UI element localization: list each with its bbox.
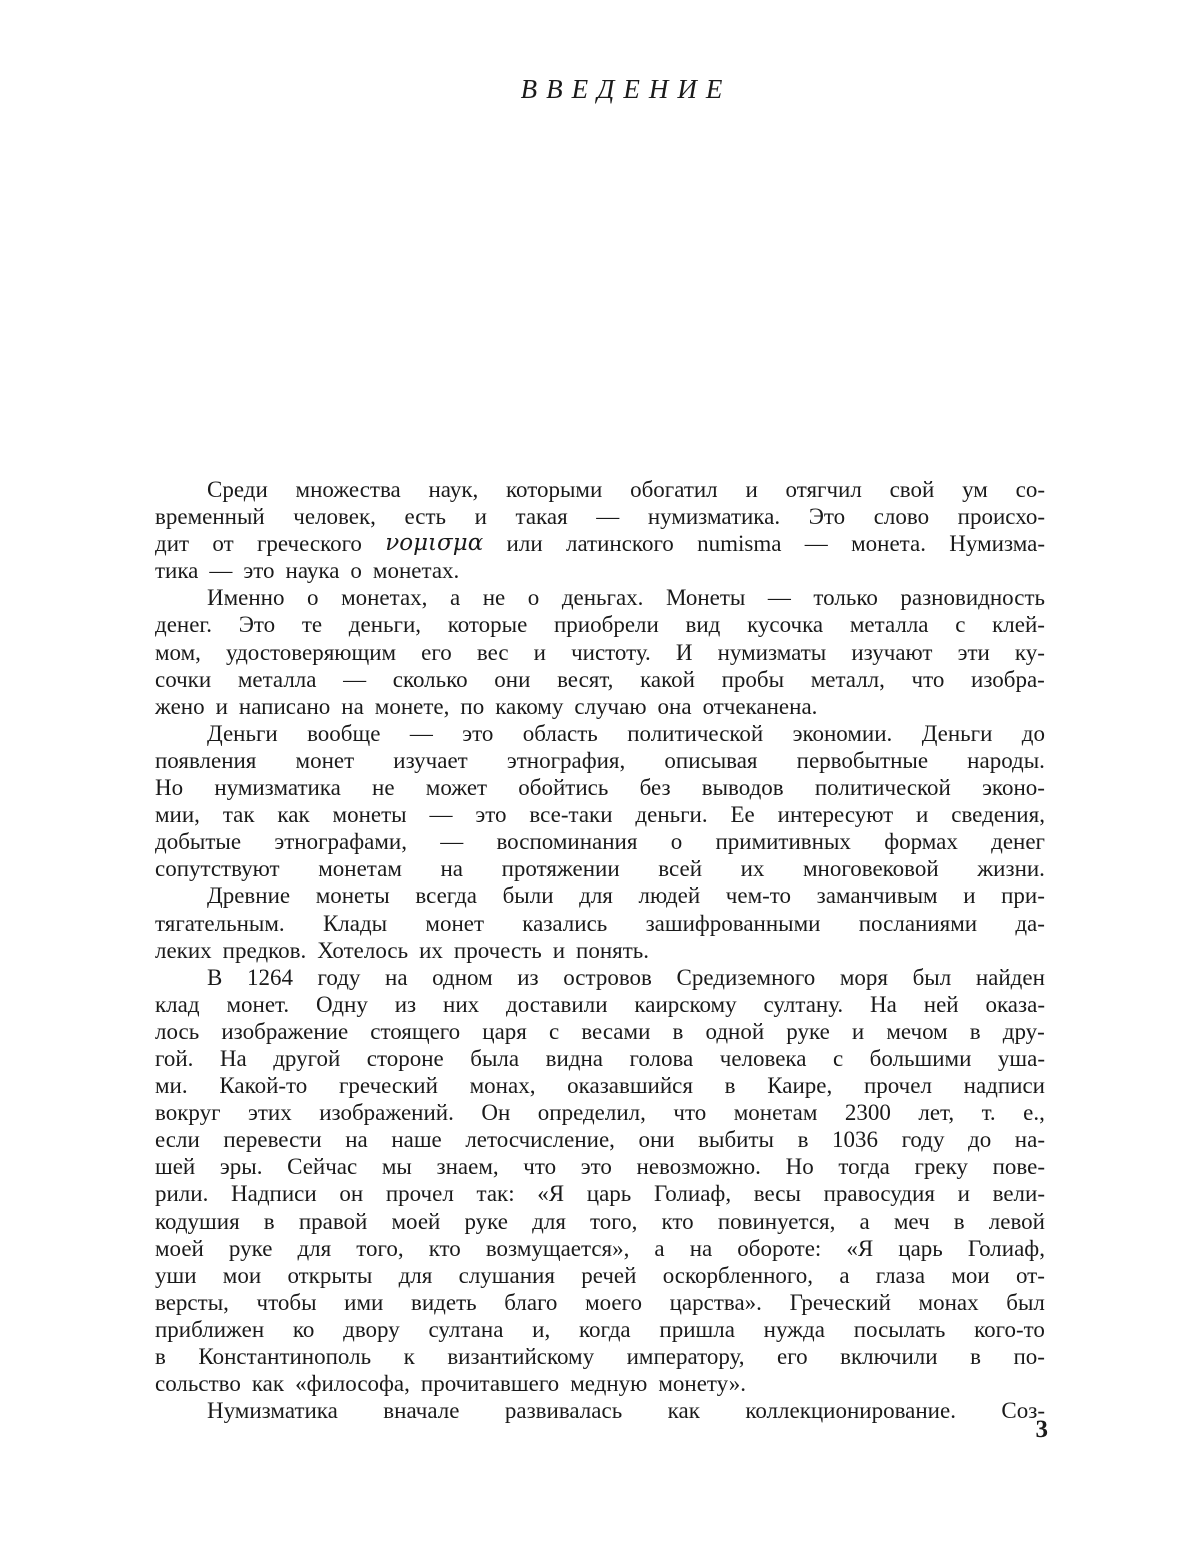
text-line: сольство как «философа, прочитавшего медную монету».: [155, 1370, 1045, 1397]
text-line: клад монет. Одну из них доставили каирскому султану. На ней оказа-: [155, 991, 1045, 1018]
text-line: кодушия в правой моей руке для того, кто повинуется, а меч в левой: [155, 1208, 1045, 1235]
book-page: [0, 0, 1200, 1549]
text-line: появления монет изучает этнография, описывая первобытные народы.: [155, 747, 1045, 774]
text-line: уши мои открыты для слушания речей оскорбленного, а глаза мои от-: [155, 1262, 1045, 1289]
text-line: тягательным. Клады монет казались зашифрованными посланиями да-: [155, 910, 1045, 937]
text-line: добытые этнографами, — воспоминания о примитивных формах денег: [155, 828, 1045, 855]
text-line: Нумизматика вначале развивалась как коллекционирование. Соз-: [155, 1397, 1045, 1424]
text-line: Древние монеты всегда были для людей чем-то заманчивым и при-: [155, 882, 1045, 909]
text-line: ми. Какой-то греческий монах, оказавшийся в Каире, прочел надписи: [155, 1072, 1045, 1099]
text-line: сопутствуют монетам на протяжении всей их многовековой жизни.: [155, 855, 1045, 882]
text-line: временный человек, есть и такая — нумизматика. Это слово происхо-: [155, 503, 1045, 530]
page-number: 3: [1020, 1416, 1048, 1444]
text-line: Но нумизматика не может обойтись без выводов политической эконо-: [155, 774, 1045, 801]
text-line: гой. На другой стороне была видна голова человека с большими уша-: [155, 1045, 1045, 1072]
text-line: дит от греческого νομισμα или латинского numisma — монета. Нумизма-: [155, 530, 1045, 557]
text-line: вокруг этих изображений. Он определил, что монетам 2300 лет, т. е.,: [155, 1099, 1045, 1126]
text-line: Деньги вообще — это область политической экономии. Деньги до: [155, 720, 1045, 747]
text-line: лось изображение стоящего царя с весами в одной руке и мечом в дру-: [155, 1018, 1045, 1045]
text-line: рили. Надписи он прочел так: «Я царь Голиаф, весы правосудия и вели-: [155, 1180, 1045, 1207]
text-line: Именно о монетах, а не о деньгах. Монеты — только разновидность: [155, 584, 1045, 611]
text-line: В 1264 году на одном из островов Средиземного моря был найден: [155, 964, 1045, 991]
text-line: моей руке для того, кто возмущается», а на обороте: «Я царь Голиаф,: [155, 1235, 1045, 1262]
text-line: в Константинополь к византийскому императору, его включили в по-: [155, 1343, 1045, 1370]
text-line: жено и написано на монете, по какому случаю она отчеканена.: [155, 693, 1045, 720]
text-line: если перевести на наше летосчисление, они выбиты в 1036 году до на-: [155, 1126, 1045, 1153]
text-line: версты, чтобы ими видеть благо моего царства». Греческий монах был: [155, 1289, 1045, 1316]
text-line: леких предков. Хотелось их прочесть и понять.: [155, 937, 1045, 964]
text-line: денег. Это те деньги, которые приобрели вид кусочка металла с клей-: [155, 611, 1045, 638]
text-line: Среди множества наук, которыми обогатил и отягчил свой ум со-: [155, 476, 1045, 503]
text-line: тика — это наука о монетах.: [155, 557, 1045, 584]
text-line: шей эры. Сейчас мы знаем, что это невозможно. Но тогда греку пове-: [155, 1153, 1045, 1180]
text-line: мии, так как монеты — это все-таки деньги. Ее интересуют и сведения,: [155, 801, 1045, 828]
body-text: [155, 476, 1045, 1424]
text-line: сочки металла — сколько они весят, какой пробы металл, что изобра-: [155, 666, 1045, 693]
chapter-heading: ВВЕДЕНИЕ: [0, 74, 1200, 105]
text-line: мом, удостоверяющим его вес и чистоту. И нумизматы изучают эти ку-: [155, 639, 1045, 666]
text-line: приближен ко двору султана и, когда пришла нужда посылать кого-то: [155, 1316, 1045, 1343]
